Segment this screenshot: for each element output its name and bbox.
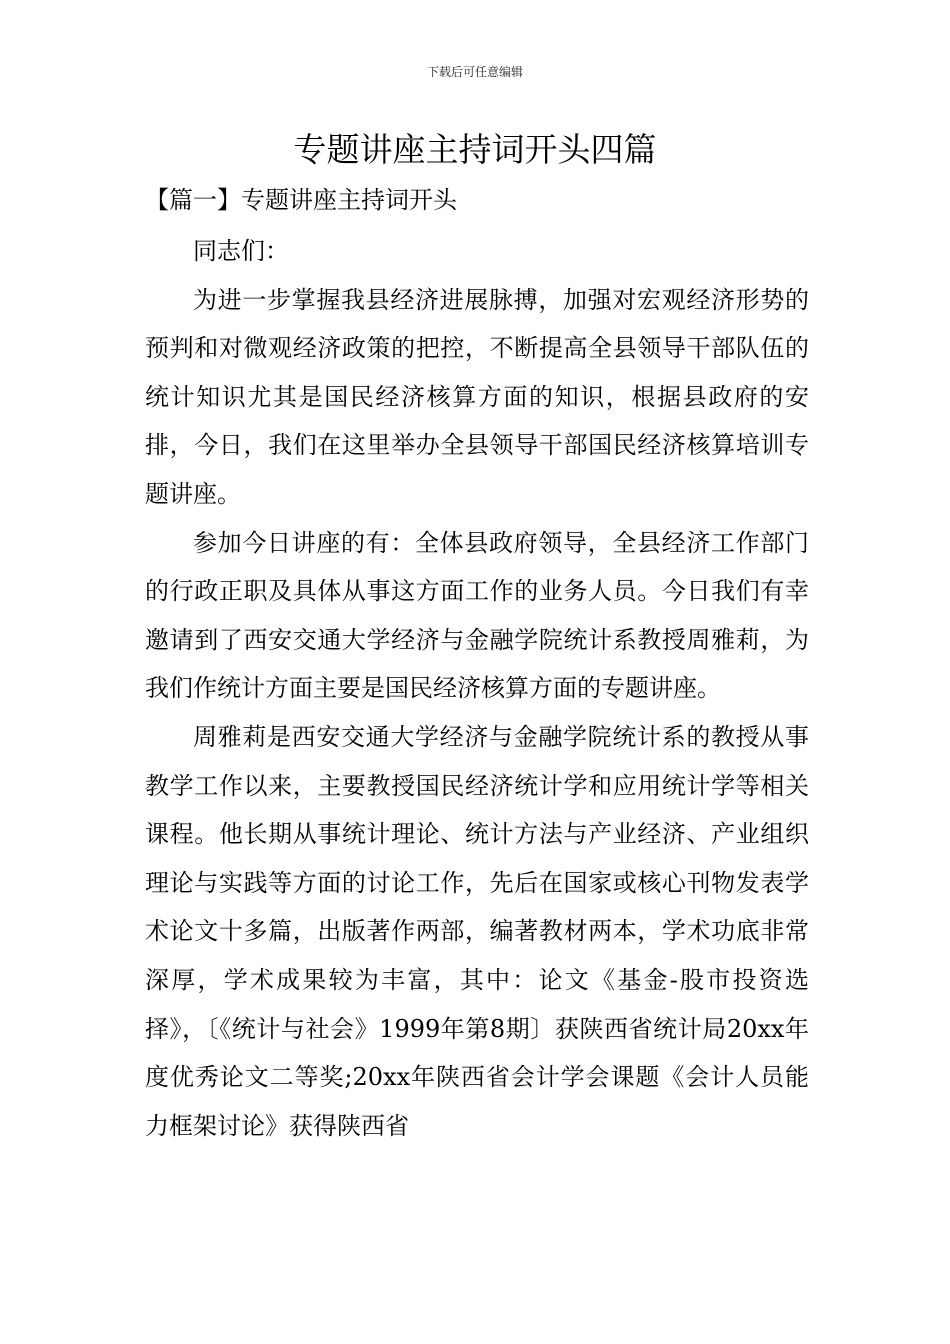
- body-paragraph: 周雅莉是西安交通大学经济与金融学院统计系的教授从事教学工作以来，主要教授国民经济统计学和应用统计学等相关课程。他长期从事统计理论、统计方法与产业经济、产业组织理论与实践等方面的讨论工作，先后在国家或核心刊物发表学术论文十多篇，出版著作两部，编著教材两本，学术功底非常深厚，学术成果较为丰富，其中：论文《基金-股市投资选择》，〔《统计与社会》1999年第8期〕获陕西省统计局20xx年度优秀论文二等奖;20xx年陕西省会计学会课题《会计人员能力框架讨论》获得陕西省: [145, 722, 809, 1140]
- body-paragraph: 为进一步掌握我县经济进展脉搏，加强对宏观经济形势的预判和对微观经济政策的把控，不断提高全县领导干部队伍的统计知识尤其是国民经济核算方面的知识，根据县政府的安排，今日，我们在这里举办全县领导干部国民经济核算培训专题讲座。: [145, 285, 809, 508]
- document-title: 专题讲座主持词开头四篇: [293, 130, 657, 169]
- section-heading: 【篇一】专题讲座主持词开头: [145, 186, 457, 214]
- header-note: 下载后可任意编辑: [426, 65, 523, 79]
- body-paragraph: 参加今日讲座的有：全体县政府领导，全县经济工作部门的行政正职及具体从事这方面工作的业务人员。今日我们有幸邀请到了西安交通大学经济与金融学院统计系教授周雅莉，为我们作统计方面主要是国民经济核算方面的专题讲座。: [145, 528, 809, 703]
- document-body: [145, 227, 809, 1150]
- salutation-paragraph: 同志们：: [193, 237, 289, 265]
